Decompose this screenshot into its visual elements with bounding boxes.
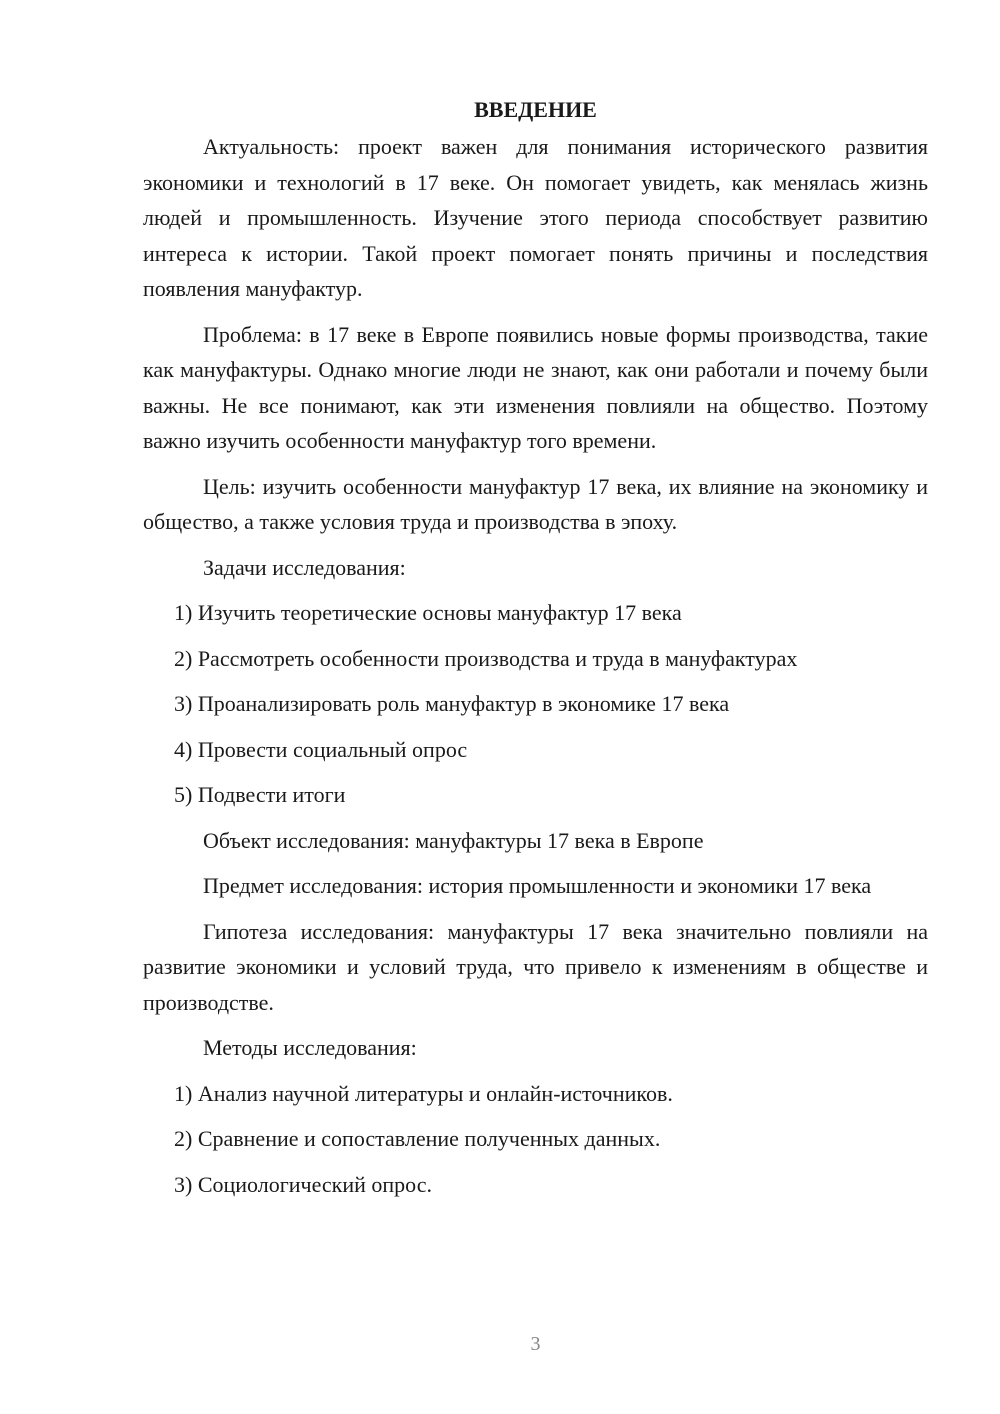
tasks-heading: Задачи исследования: — [203, 554, 406, 580]
relevance-paragraph: Актуальность: проект важен для понимания исторического развития экономики и технологий в 17 веке. Он помогает увидеть, как менялась жизнь людей и промышленность. Изучение этого периода способствует развитию интереса к истории. Такой проект помогает понять причины и последствия появления мануфактур. — [143, 134, 928, 301]
page-number: 3 — [530, 1333, 541, 1355]
document-page — [143, 92, 928, 1212]
task-item: 1) Изучить теоретические основы мануфактур 17 века — [174, 600, 682, 625]
problem-paragraph: Проблема: в 17 веке в Европе появились новые формы производства, такие как мануфактуры. Однако многие люди не знают, как они работали и почему были важны. Не все понимают, как эти изменения повлияли на общество. Поэтому важно изучить особенности мануфактур того времени. — [143, 321, 928, 453]
method-item: 3) Социологический опрос. — [174, 1171, 432, 1197]
object-paragraph: Объект исследования: мануфактуры 17 века в Европе — [203, 827, 704, 853]
page-title: ВВЕДЕНИЕ — [474, 97, 597, 122]
task-item: 2) Рассмотреть особенности производства и труда в мануфактурах — [174, 645, 798, 671]
method-item: 1) Анализ научной литературы и онлайн-источников. — [174, 1080, 673, 1106]
task-item: 5) Подвести итоги — [174, 782, 346, 807]
hypothesis-paragraph: Гипотеза исследования: мануфактуры 17 века значительно повлияли на развитие экономики и условий труда, что привело к изменениям в обществе и производстве. — [143, 918, 928, 1015]
task-item: 3) Проанализировать роль мануфактур в экономике 17 века — [174, 691, 730, 716]
goal-paragraph: Цель: изучить особенности мануфактур 17 века, их влияние на экономику и общество, а также условия труда и производства в эпоху. — [143, 473, 928, 534]
method-item: 2) Сравнение и сопоставление полученных данных. — [174, 1126, 661, 1151]
methods-heading: Методы исследования: — [203, 1035, 417, 1060]
task-item: 4) Провести социальный опрос — [174, 736, 468, 762]
subject-paragraph: Предмет исследования: история промышленности и экономики 17 века — [203, 873, 872, 898]
